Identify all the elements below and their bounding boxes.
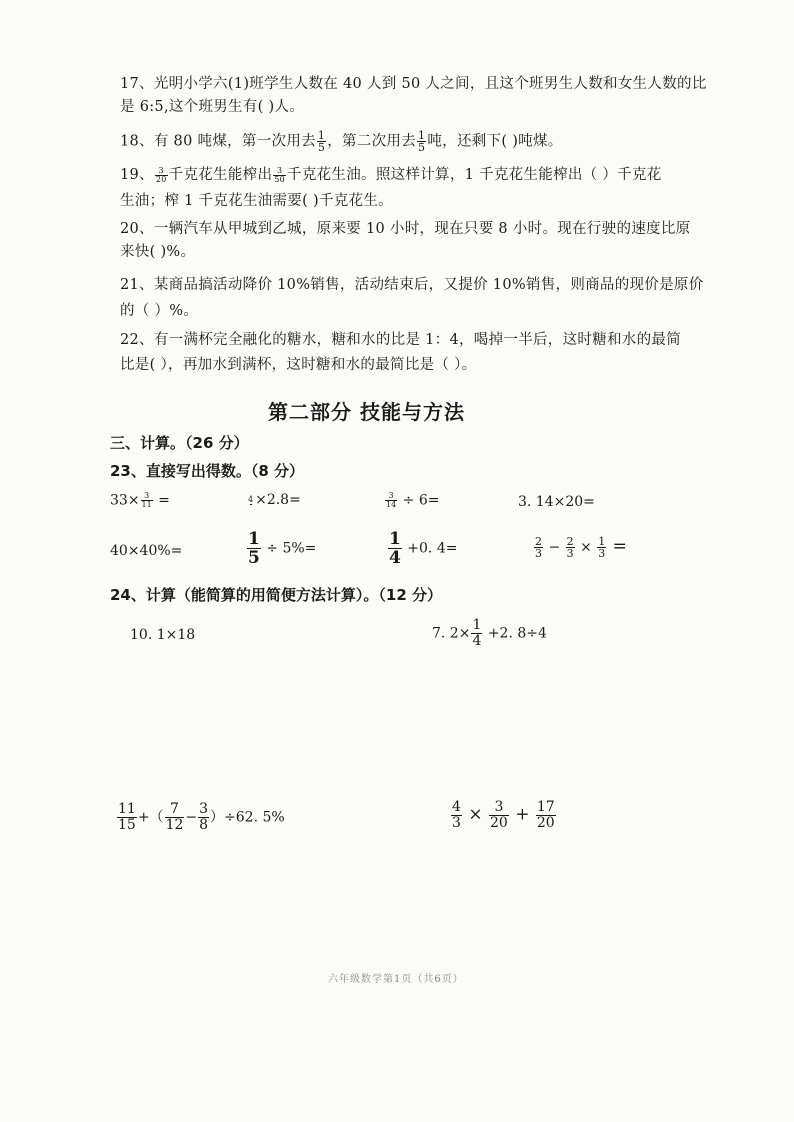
denominator: 20	[536, 815, 555, 831]
q23-expression-1	[110, 492, 170, 509]
denominator: 5	[317, 141, 326, 154]
question-20-line1: 20、一辆汽车从甲城到乙城，原来要 10 小时，现在只要 8 小时。现在行驶的速度比原	[120, 221, 691, 237]
numerator: 3	[276, 165, 283, 175]
expr-text: ÷ 5%=	[261, 540, 317, 557]
question-21-line1: 21、某商品搞活动降价 10%销售，活动结束后，又提价 10%销售，则商品的现价是原价	[120, 277, 704, 293]
numerator: 3	[199, 801, 209, 817]
numerator: 3	[494, 799, 504, 815]
q23-expression-4	[518, 494, 595, 510]
numerator: 3	[144, 491, 150, 500]
numerator: 1	[389, 529, 401, 549]
question-18	[120, 130, 563, 153]
expr-text: =	[607, 536, 627, 557]
section-3-heading: 三、计算。（26 分）	[110, 434, 249, 452]
fraction	[597, 536, 606, 559]
expr-text: 3. 14×20=	[518, 494, 595, 510]
numerator: 17	[536, 799, 555, 815]
denominator: 5	[248, 548, 260, 568]
denominator: 4	[472, 633, 482, 649]
fraction	[165, 802, 185, 833]
numerator: 1	[472, 617, 482, 633]
q23-expression-8	[533, 536, 627, 559]
denominator: 3	[535, 547, 542, 560]
operator: −	[544, 539, 565, 556]
denominator: 12	[165, 817, 184, 833]
denominator: 50	[274, 174, 286, 184]
q19-text-b: 千克花生能榨出	[168, 167, 273, 183]
q18-fraction-2	[417, 130, 426, 153]
denominator: 14	[386, 500, 397, 509]
operator: +	[509, 804, 535, 825]
expr-text: ×2.8=	[255, 492, 301, 508]
question-20-line2: 来快( )%。	[120, 244, 196, 260]
denominator: 5	[418, 141, 426, 154]
denominator	[250, 504, 252, 505]
numerator: 3	[388, 491, 394, 500]
fraction	[489, 800, 509, 831]
fraction	[536, 800, 556, 831]
numerator: 3	[158, 165, 164, 175]
q19-fraction-1	[155, 167, 168, 184]
question-19-line2: 生油；榨 1 千克花生油需要( )千克花生。	[120, 193, 393, 209]
q18-text-b: ，第二次用去	[327, 133, 417, 150]
denominator: 8	[199, 817, 209, 833]
numerator: 7	[170, 801, 179, 817]
q18-fraction-1	[317, 130, 326, 153]
denominator: 3	[566, 547, 574, 560]
expr-text: =	[153, 492, 170, 509]
operator: ×	[575, 539, 597, 556]
numerator: 1	[418, 129, 426, 142]
expr-text: 7. 2×	[432, 625, 471, 642]
denominator: 15	[118, 817, 136, 833]
denominator: 20	[155, 174, 167, 184]
numerator: 1	[317, 129, 326, 142]
expr-text: 10. 1×18	[130, 627, 196, 643]
question-21-line2: 的（ ）%。	[120, 303, 199, 319]
fraction	[247, 530, 261, 567]
fraction	[247, 496, 254, 505]
question-24-heading: 24、计算（能简算的用简便方法计算）。（12 分）	[110, 586, 442, 604]
question-22-line1: 22、有一满杯完全融化的糖水，糖和水的比是 1：4，喝掉一半后，这时糖和水的最简	[120, 332, 682, 348]
question-19-line1	[120, 166, 662, 184]
numerator: 11	[118, 801, 136, 817]
denominator: 3	[598, 547, 606, 560]
q23-expression-3	[384, 492, 439, 509]
question-17-line2: 是 6:5,这个班男生有( )人。	[120, 99, 305, 115]
numerator: 1	[248, 529, 260, 549]
part-two-title: 第二部分 技能与方法	[268, 400, 465, 424]
q23-expression-6	[246, 530, 316, 567]
question-23-heading: 23、直接写出得数。（8 分）	[110, 462, 305, 480]
q24-expression-4	[450, 800, 557, 831]
numerator: 2	[535, 535, 542, 548]
expr-text: +0. 4=	[402, 540, 458, 557]
fraction	[141, 492, 153, 509]
fraction	[117, 802, 137, 833]
q19-text-a: 19、	[120, 167, 154, 183]
q23-expression-7	[387, 530, 457, 567]
q23-expression-2	[246, 492, 301, 508]
denominator: 3	[452, 815, 461, 831]
page-footer: 六年级数学第1页（共6页）	[328, 974, 464, 985]
fraction	[388, 530, 402, 567]
numerator: 4	[248, 494, 254, 504]
operator: ×	[462, 804, 488, 825]
fraction	[198, 802, 209, 833]
operator: −	[185, 809, 198, 826]
fraction	[566, 536, 575, 559]
expr-text: +2. 8÷4	[483, 625, 547, 642]
question-17-line1: 17、光明小学六(1)班学生人数在 40 人到 50 人之间，且这个班男生人数和女生人数的比	[120, 76, 707, 92]
fraction	[451, 800, 462, 831]
q24-expression-2	[432, 618, 547, 649]
expr-text: ÷ 6=	[398, 492, 440, 509]
q18-text-c: 吨，还剩下( )吨煤。	[427, 133, 563, 150]
fraction	[385, 492, 397, 509]
numerator: 4	[452, 799, 461, 815]
q19-fraction-2	[273, 167, 286, 184]
q19-text-c: 千克花生油。照这样计算，1 千克花生能榨出（ ）千克花	[287, 167, 662, 183]
fraction	[534, 536, 543, 559]
numerator: 2	[566, 535, 574, 548]
expr-text: 33×	[110, 492, 140, 509]
q23-expression-5	[110, 543, 182, 559]
q24-expression-3	[116, 802, 285, 833]
expr-text: +（	[137, 809, 164, 826]
question-22-line2: 比是( ），再加水到满杯，这时糖和水的最简比是（ ）。	[120, 357, 477, 373]
q18-text-a: 18、有 80 吨煤，第一次用去	[120, 133, 316, 150]
expr-text: ）÷62. 5%	[210, 809, 285, 826]
fraction	[471, 618, 482, 649]
denominator: 4	[389, 548, 401, 568]
denominator: 11	[141, 500, 152, 509]
q24-expression-1	[130, 627, 195, 643]
denominator: 20	[489, 815, 508, 831]
numerator: 1	[598, 535, 606, 548]
expr-text: 40×40%=	[110, 543, 183, 559]
